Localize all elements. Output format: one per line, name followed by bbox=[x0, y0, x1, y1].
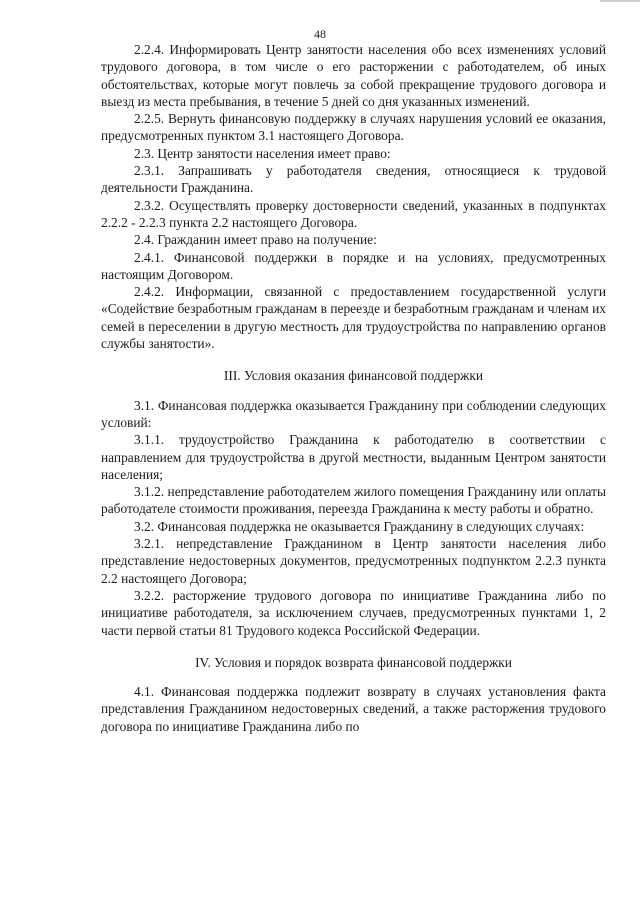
clause-2-3-2: 2.3.2. Осуществлять проверку достоверности сведений, указанных в подпунктах 2.2.2 - 2.2.3 пункта 2.2 настоящего Договора. bbox=[101, 197, 606, 230]
clause-2-3: 2.3. Центр занятости населения имеет право: bbox=[134, 145, 391, 161]
clause-3-1: 3.1. Финансовая поддержка оказывается Гражданину при соблюдении следующих условий: bbox=[101, 397, 606, 430]
clause-2-4: 2.4. Гражданин имеет право на получение: bbox=[134, 232, 377, 248]
clause-4-1: 4.1. Финансовая поддержка подлежит возврату в случаях установления факта представления Гражданином недостоверных сведений, а также расторжения трудового договора по инициативе Гражданина либо по bbox=[101, 684, 606, 734]
clause-2-2-4: 2.2.4. Информировать Центр занятости населения обо всех изменениях условий трудового договора, в том числе о его расторжении с работодателем, об иных обстоятельствах, которые могут повлечь за собой прекращение трудового договора и выезд из места пребывания, в течение 5 дней со дня указанных изменений. bbox=[101, 42, 606, 109]
section-3-heading: III. Условия оказания финансовой поддержки bbox=[223, 368, 484, 384]
scan-edge-mark bbox=[600, 0, 640, 2]
section-4-heading: IV. Условия и порядок возврата финансовой поддержки bbox=[195, 654, 512, 670]
page-number: 48 bbox=[314, 27, 326, 41]
clause-2-4-2: 2.4.2. Информации, связанной с предоставлением государственной услуги «Содействие безработным гражданам в переезде и безработным гражданам и членам их семей в переселении в другую местность для трудоустройства по направлению органов службы занятости». bbox=[101, 284, 606, 352]
clause-2-4-1: 2.4.1. Финансовой поддержки в порядке и на условиях, предусмотренных настоящим Договором. bbox=[101, 249, 606, 282]
clause-3-1-1: 3.1.1. трудоустройство Гражданина к работодателю в соответствии с направлением для трудоустройства в другой местности, выданным Центром занятости населения; bbox=[101, 432, 606, 482]
clause-3-2-2: 3.2.2. расторжение трудового договора по инициативе Гражданина либо по инициативе работодателя, за исключением случаев, предусмотренных пунктами 1, 2 части первой статьи 81 Трудового кодекса Российской Федерации. bbox=[101, 587, 606, 638]
clause-2-3-1: 2.3.1. Запрашивать у работодателя сведения, относящиеся к трудовой деятельности Гражданина. bbox=[101, 163, 606, 196]
clause-2-2-5: 2.2.5. Вернуть финансовую поддержку в случаях нарушения условий ее оказания, предусмотренных пунктом 3.1 настоящего Договора. bbox=[101, 111, 606, 144]
clause-3-1-2: 3.1.2. непредставление работодателем жилого помещения Гражданину или оплаты работодателе стоимости проживания, переезда Гражданина к месту работы и обратно. bbox=[101, 484, 606, 517]
clause-3-2: 3.2. Финансовая поддержка не оказывается Гражданину в следующих случаях: bbox=[134, 518, 585, 534]
clause-3-2-1: 3.2.1. непредставление Гражданином в Центр занятости населения либо представление недостоверных документов, предусмотренных подпунктом 2.2.3 пункта 2.2 настоящего Договора; bbox=[101, 536, 606, 586]
document-body bbox=[101, 41, 606, 735]
